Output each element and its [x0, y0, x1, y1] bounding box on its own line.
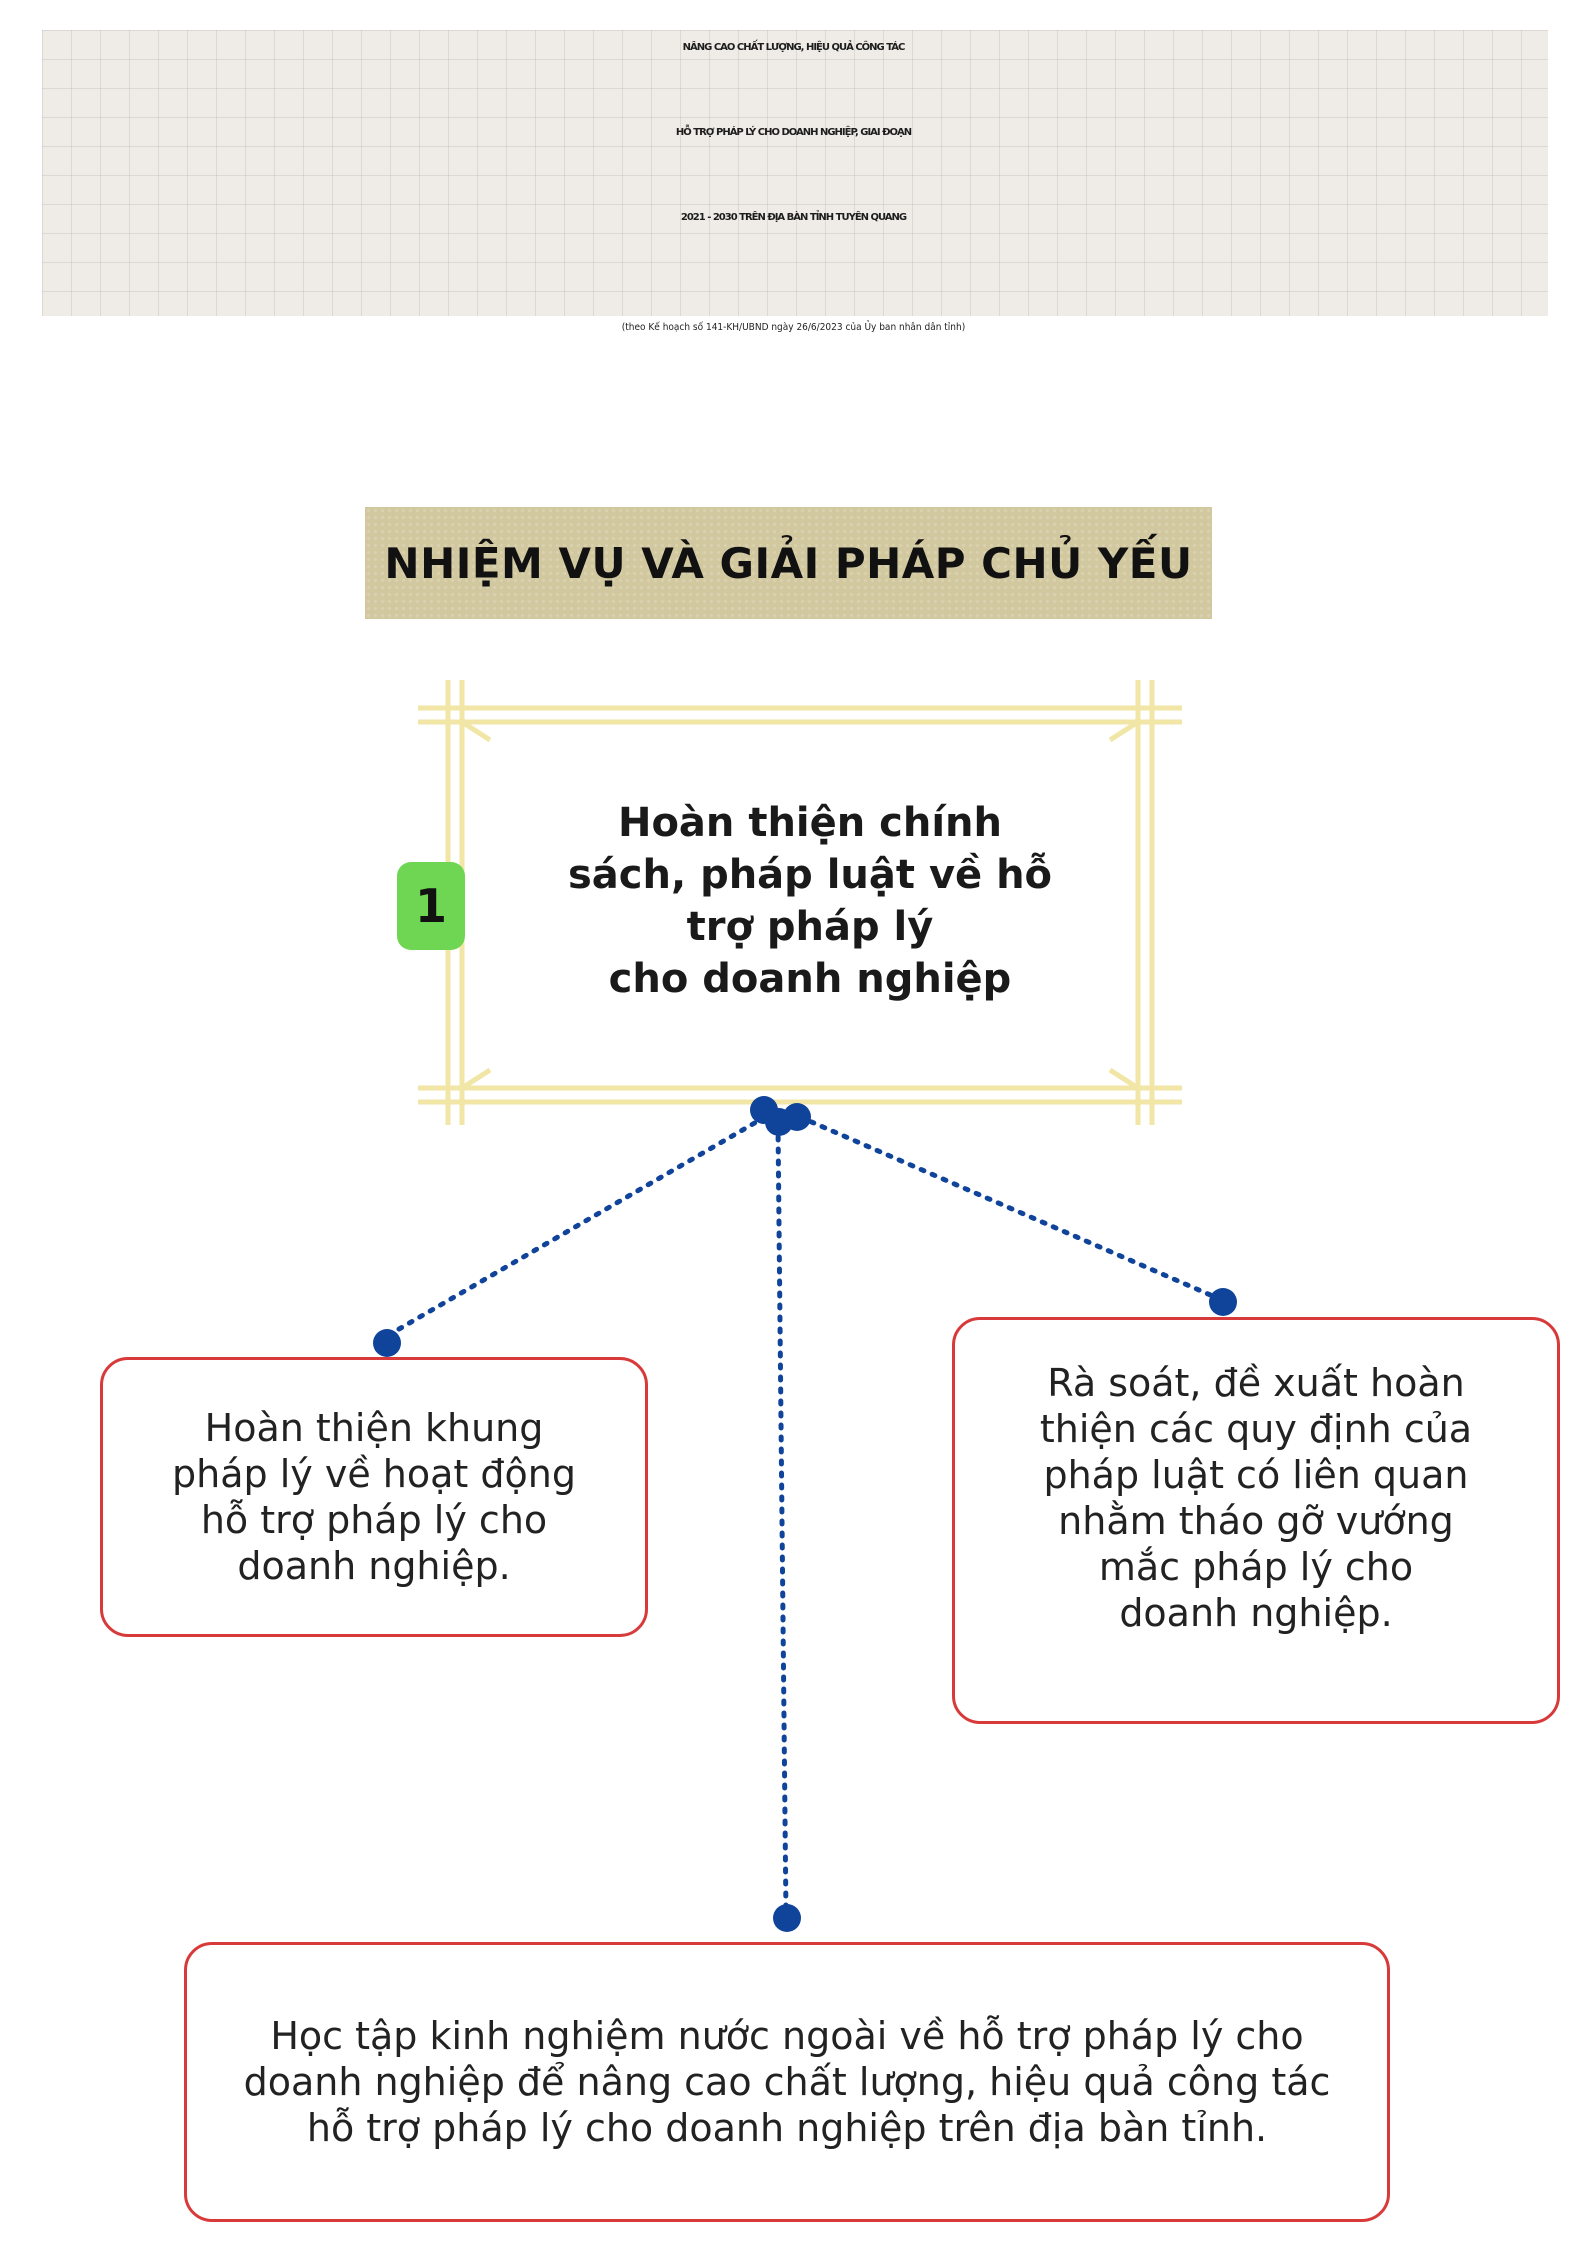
main-item-line: Hoàn thiện chính — [617, 800, 1003, 846]
section-heading: NHIỆM VỤ VÀ GIẢI PHÁP CHỦ YẾU — [384, 538, 1193, 588]
sub-item-left-line: hỗ trợ pháp lý cho — [200, 1498, 548, 1542]
sub-item-right-line: doanh nghiệp. — [1119, 1591, 1393, 1635]
title-line-1: NÂNG CAO CHẤT LƯỢNG, HIỆU QUẢ CÔNG TÁC — [682, 42, 905, 53]
main-item-line: sách, pháp luật về hỗ — [567, 852, 1053, 898]
sub-item-right-line: thiện các quy định của — [1039, 1407, 1473, 1451]
title-line-2: HỖ TRỢ PHÁP LÝ CHO DOANH NGHIỆP, GIAI ĐOẠN — [675, 127, 912, 138]
sub-item-right-line: nhằm tháo gỡ vướng — [1058, 1499, 1454, 1543]
sub-item-left-line: Hoàn thiện khung — [204, 1406, 544, 1450]
sub-item-box-right — [952, 1317, 1560, 1724]
sub-item-bottom-line: doanh nghiệp để nâng cao chất lượng, hiệu quả công tác — [243, 2060, 1331, 2104]
sub-item-box-bottom — [184, 1942, 1390, 2222]
subtitle: (theo Kế hoạch số 141-KH/UBND ngày 26/6/2023 của Ủy ban nhân dân tỉnh) — [621, 322, 966, 333]
main-item-text — [540, 797, 1080, 1005]
sub-item-left-line: doanh nghiệp. — [237, 1544, 511, 1588]
sub-item-right-line: pháp luật có liên quan — [1043, 1453, 1469, 1497]
sub-item-right-line: mắc pháp lý cho — [1098, 1545, 1414, 1589]
item-number-badge: 1 — [397, 862, 465, 950]
title-line-3: 2021 - 2030 TRÊN ĐỊA BÀN TỈNH TUYÊN QUANG — [680, 212, 907, 223]
main-item-line: cho doanh nghiệp — [608, 956, 1012, 1002]
sub-item-box-left — [100, 1357, 648, 1637]
sub-item-left-line: pháp lý về hoạt động — [172, 1452, 576, 1496]
sub-item-bottom-line: hỗ trợ pháp lý cho doanh nghiệp trên địa bàn tỉnh. — [306, 2106, 1268, 2150]
main-item-line: trợ pháp lý — [686, 904, 934, 950]
sub-item-bottom-line: Học tập kinh nghiệm nước ngoài về hỗ trợ pháp lý cho — [270, 2014, 1304, 2058]
sub-item-right-line: Rà soát, đề xuất hoàn — [1047, 1361, 1465, 1405]
